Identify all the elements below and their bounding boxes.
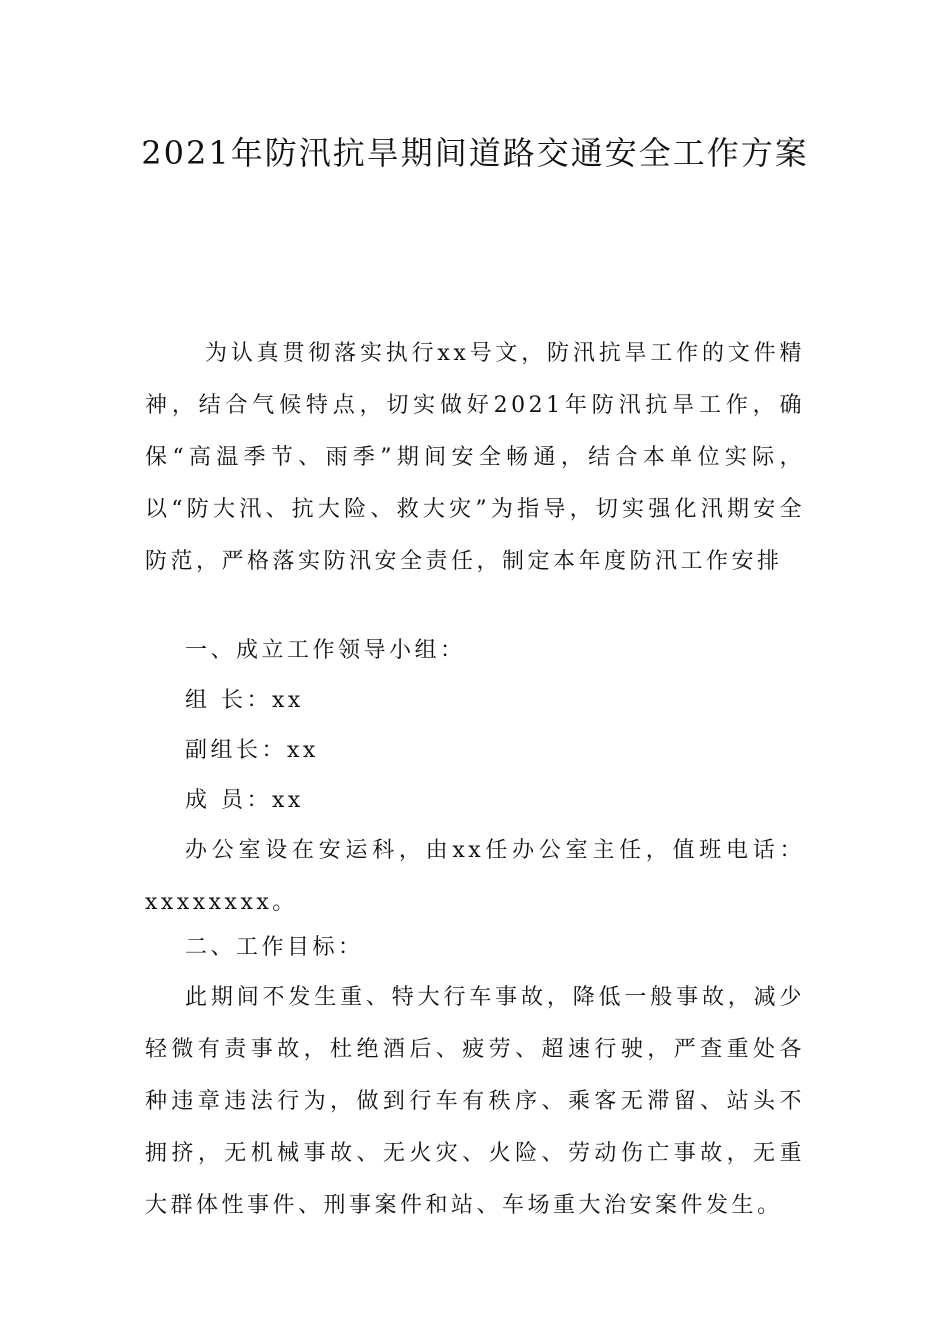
section-heading-leadership-group: 一、成立工作领导小组： <box>185 638 466 663</box>
leader-line: 组 长：xx <box>185 688 304 713</box>
office-paragraph: 办公室设在安运科，由xx任办公室主任，值班电话：xxxxxxxx。 <box>145 838 805 915</box>
section-heading-work-goals: 二、工作目标： <box>185 935 364 960</box>
deputy-leader-line: 副组长：xx <box>185 738 319 763</box>
members-line: 成 员：xx <box>185 788 304 813</box>
intro-paragraph: 为认真贯彻落实执行xx号文，防汛抗旱工作的文件精神，结合气候特点，切实做好2021年防汛抗旱工作，确保“高温季节、雨季”期间安全畅通，结合本单位实际，以“防大汛、抗大险、救大灾”为指导，切实强化汛期安全防范，严格落实防汛安全责任，制定本年度防汛工作安排 <box>145 341 805 574</box>
document-title: 2021年防汛抗旱期间道路交通安全工作方案 <box>141 134 809 172</box>
goal-paragraph: 此期间不发生重、特大行车事故，降低一般事故，减少轻微有责事故，杜绝酒后、疲劳、超速行驶，严查重处各种违章违法行为，做到行车有秩序、乘客无滞留、站头不拥挤，无机械事故、无火灾、火险、劳动伤亡事故，无重大群体性事件、刑事案件和站、车场重大治安案件发生。 <box>145 985 805 1218</box>
